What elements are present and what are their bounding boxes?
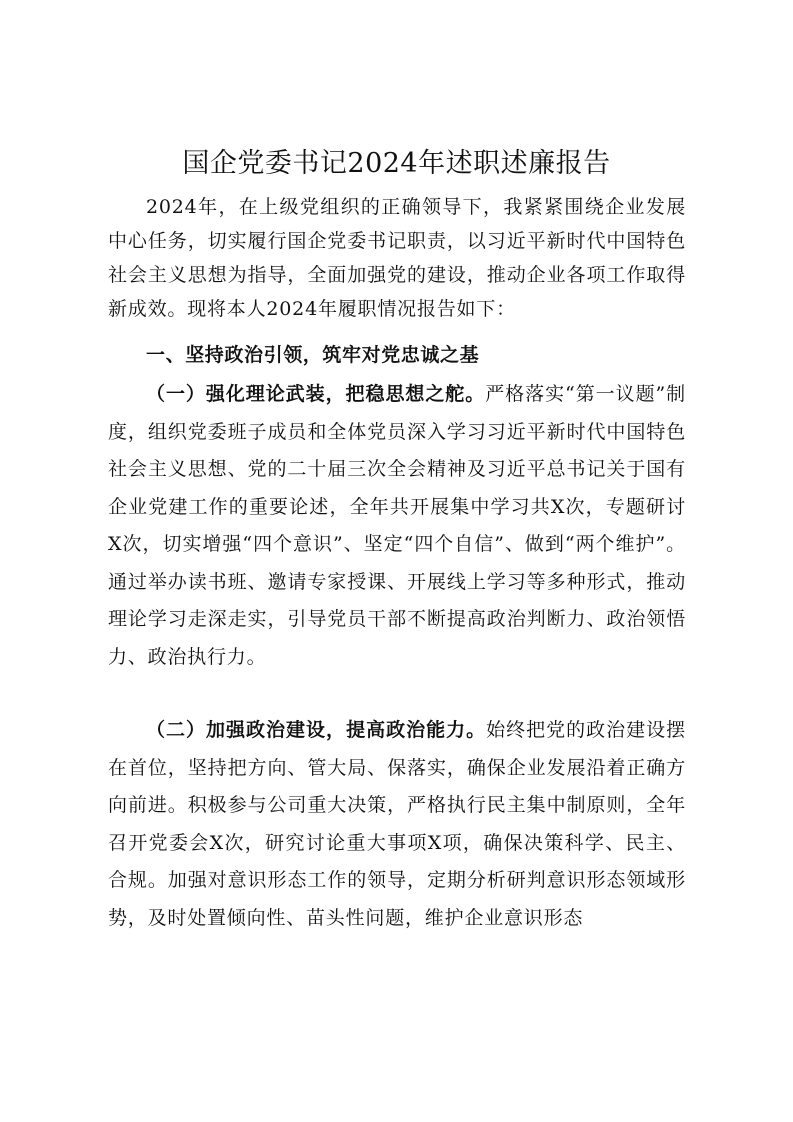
paragraph-text: 严格落实“第一议题”制度，组织党委班子成员和全体党员深入学习习近平新时代中国特色社会主义思想、党的二十届三次全会精神及习近平总书记关于国有企业党建工作的重要论述，全年共开展集中学习共X次，专题研讨X次，切实增强“四个意识”、坚定“四个自信”、做到“两个维护”。通过举办读书班、邀请专家授课、开展线上学习等多种形式，推动理论学习走深走实，引导党员干部不断提高政治判断力、政治领悟力、政治执行力。 bbox=[108, 383, 686, 668]
intro-paragraph: 2024年，在上级党组织的正确领导下，我紧紧围绕企业发展中心任务，切实履行国企党委书记职责，以习近平新时代中国特色社会主义思想为指导，全面加强党的建设，推动企业各项工作取得新成效。现将本人2024年履职情况报告如下： bbox=[108, 196, 686, 320]
section-paragraph bbox=[108, 376, 686, 676]
paragraph-lead: （二）加强政治建设，提高政治能力。 bbox=[146, 719, 487, 741]
paragraph-text: 始终把党的政治建设摆在首位，坚持把方向、管大局、保落实，确保企业发展沿着正确方向前进。积极参与公司重大决策，严格执行民主集中制原则，全年召开党委会X次，研究讨论重大事项X项，确保决策科学、民主、合规。加强对意识形态工作的领导，定期分析研判意识形态领域形势，及时处置倾向性、苗头性问题，维护企业意识形态 bbox=[108, 719, 686, 929]
paragraph-lead: （一）强化理论武装，把稳思想之舵。 bbox=[146, 383, 486, 405]
document-title: 国企党委书记2024年述职述廉报告 bbox=[182, 148, 611, 179]
section-heading: 一、坚持政治引领，筑牢对党忠诚之基 bbox=[146, 344, 480, 366]
section-paragraph bbox=[108, 712, 686, 937]
